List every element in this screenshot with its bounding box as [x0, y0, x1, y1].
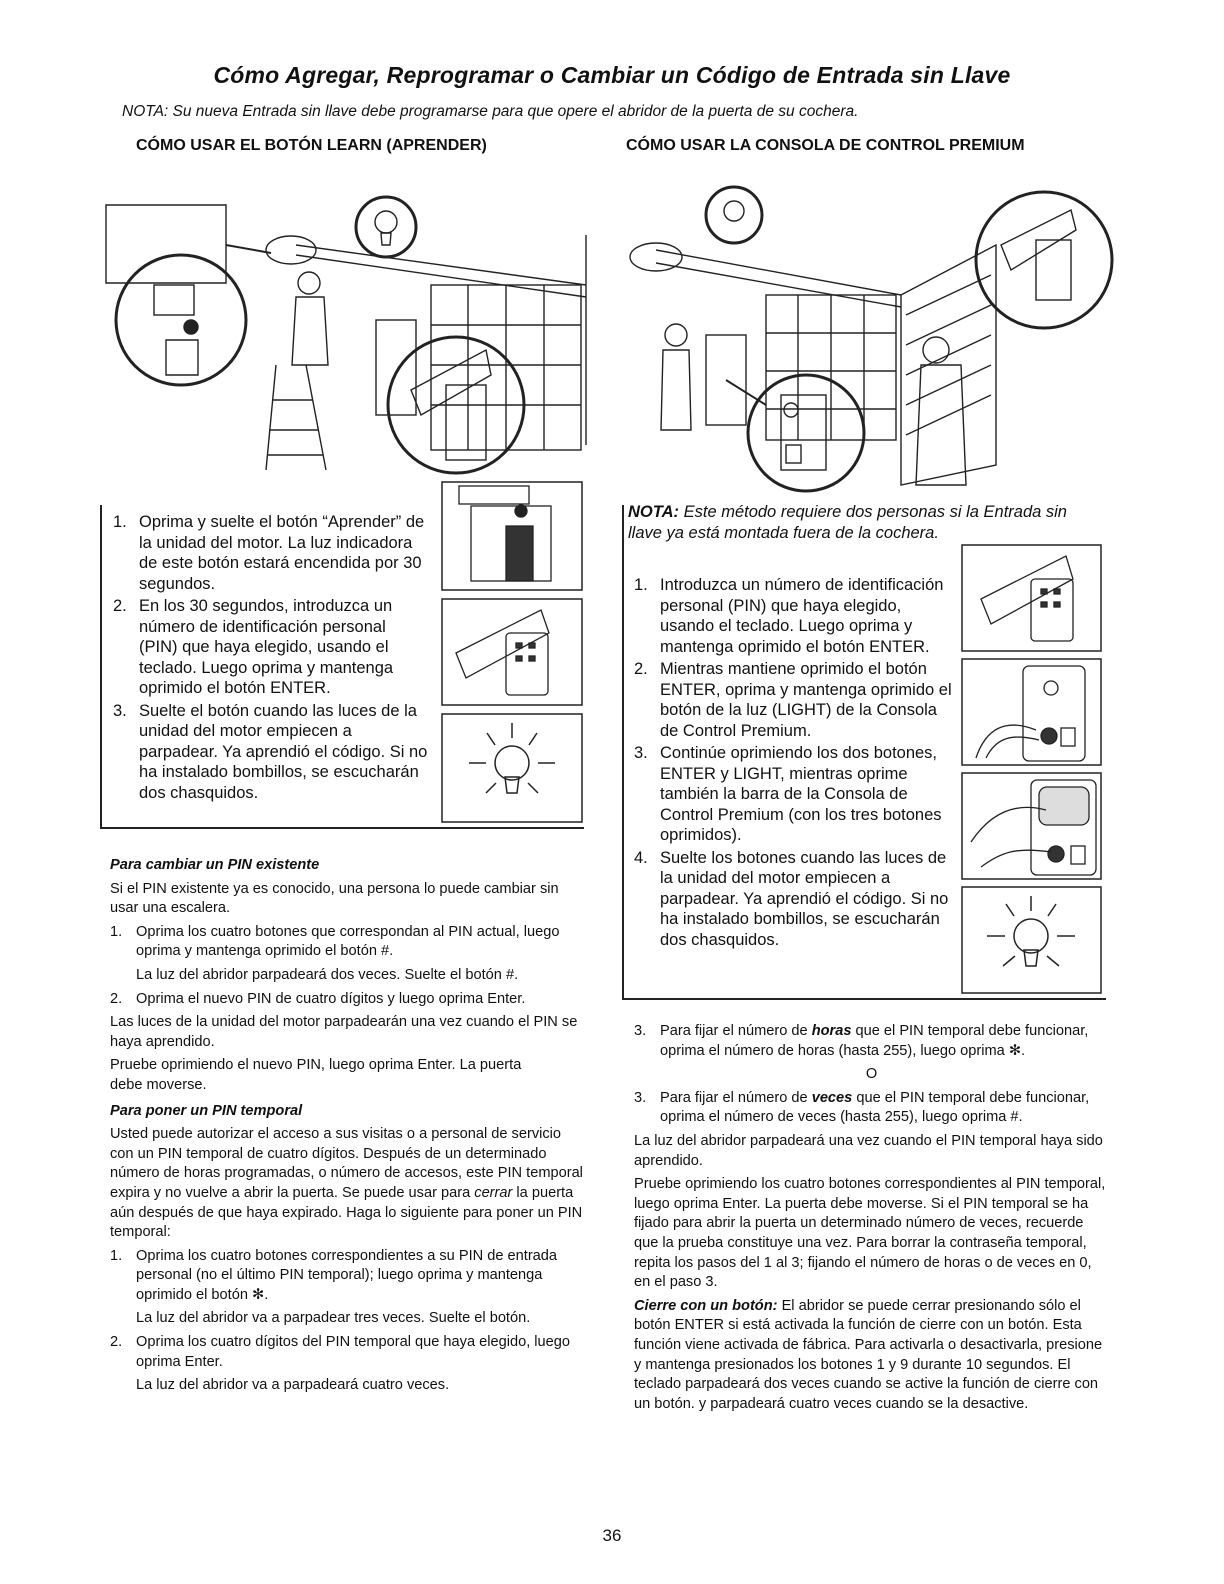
right-lightbulb-thumbnail	[961, 886, 1102, 994]
left-steps-rule	[100, 505, 102, 827]
list-item: 2. Oprima los cuatro dígitos del PIN temporal que haya elegido, luego oprima Enter.	[110, 1334, 571, 1370]
right-note	[628, 502, 1068, 543]
list-item: 3. Para fijar el número de veces que el PIN temporal debe funcionar, oprima el número de veces (hasta 255), luego oprima #.	[634, 1089, 1090, 1126]
list-item: 3. Suelte el botón cuando las luces de la unidad del motor empiecen a parpadear. Ya aprendió el código. Si no ha instalado bombillos, se escucharán dos chasquidos.	[113, 701, 428, 802]
top-note	[122, 103, 858, 121]
temp-pin-steps	[110, 1247, 585, 1306]
change-pin-steps	[110, 923, 585, 962]
right-note-label: NOTA:	[628, 503, 680, 521]
list-item: 1. Oprima y suelte el botón “Aprender” de la unidad del motor. La luz indicadora de este botón estará encendida por 30 segundos.	[113, 513, 425, 593]
temp-pin-heading: Para poner un PIN temporal	[110, 1102, 303, 1119]
list-item: 2. En los 30 segundos, introduzca un número de identificación personal (PIN) que haya elegido, usando el teclado. Luego oprima y mantenga oprimido el botón ENTER.	[113, 597, 394, 697]
list-item: 2. Mientras mantiene oprimido el botón ENTER, oprima y mantenga oprimido el botón de la luz (LIGHT) de la Consola de Control Premium.	[634, 660, 952, 740]
top-note-text: Su nueva Entrada sin llave debe programarse para que opere el abridor de la puerta de su cochera.	[168, 103, 859, 120]
list-item: 1. Oprima los cuatro botones que correspondan al PIN actual, luego oprima y mantenga oprimido el botón #.	[110, 923, 560, 960]
left-heading: CÓMO USAR EL BOTÓN LEARN (APRENDER)	[136, 137, 487, 154]
temp-pin-step1-note: La luz del abridor va a parpadear tres veces. Suelte el botón.	[136, 1310, 531, 1327]
list-item: 1. Introduzca un número de identificación personal (PIN) que haya elegido, usando el teclado. Luego oprima y mantenga oprimido el botón ENTER.	[634, 576, 944, 656]
hours-step	[634, 1022, 1109, 1061]
page-title: Cómo Agregar, Reprogramar o Cambiar un Código de Entrada sin Llave	[213, 62, 1011, 88]
temp-pin-intro: Usted puede autorizar el acceso a sus visitas o a personal de servicio con un PIN temporal de cuatro dígitos. Después de un determinado número de horas programadas, o número de accesos, este PIN temporal expira y no vuelve a abrir la puerta. Se puede usar para cerrar la puerta aún después de que haya expirado. Haga lo siguiente para poner un PIN temporal:	[110, 1126, 583, 1241]
right-heading: CÓMO USAR LA CONSOLA DE CONTROL PREMIUM	[626, 137, 1025, 154]
list-item: 1. Oprima los cuatro botones correspondientes a su PIN de entrada personal (no el último PIN temporal); luego oprima y mantenga oprimido el botón ✻.	[110, 1247, 558, 1303]
right-note-text: Este método requiere dos personas si la Entrada sin llave ya está montada fuera de la cochera.	[628, 503, 1067, 542]
change-pin-step1-note: La luz del abridor parpadeará dos veces. Suelte el botón #.	[136, 966, 519, 983]
left-steps-bottom-rule	[100, 827, 584, 829]
keypad-thumbnail	[441, 598, 583, 706]
one-button-close: Cierre con un botón: El abridor se puede cerrar presionando sólo el botón ENTER si está activada la función de cierre con un botón. Esta función viene activada de fábrica. Para activarla o desactivarla, presione y mantenga presionados los botones 1 y 9 durante 10 segundos. El teclado parpadeará dos veces cuando se active la función de cierre con un botón. y parpadeará cuatro veces cuando se la desactive.	[634, 1297, 1103, 1412]
temp-pin-test-note: Pruebe oprimiendo los cuatro botones correspondientes al PIN temporal, luego oprima Enter. La puerta debe moverse. Si el PIN temporal se ha fijado para abrir la puerta un determinado número de veces, recuerde que la prueba constituye una vez. Para borrar la contraseña temporal, repita los pasos del 1 al 3; fijando el número de horas o de veces en 0, en el paso 3.	[634, 1176, 1106, 1291]
change-pin-steps-2	[110, 990, 585, 1010]
change-pin-after1: Las luces de la unidad del motor parpadearán una vez cuando el PIN se haya aprendido.	[110, 1014, 578, 1050]
page-number: 36	[602, 1526, 622, 1545]
garage-learn-button-illustration	[96, 175, 596, 485]
list-item: 2. Oprima el nuevo PIN de cuatro dígitos y luego oprima Enter.	[110, 990, 526, 1007]
temp-pin-learned-note: La luz del abridor parpadeará una vez cuando el PIN temporal haya sido aprendido.	[634, 1132, 1103, 1169]
times-step	[634, 1089, 1109, 1128]
list-item: 3. Para fijar el número de horas que el PIN temporal debe funcionar, oprima el número de horas (hasta 255), luego oprima ✻.	[634, 1023, 1089, 1059]
temp-pin-continued	[634, 1022, 1109, 1414]
list-item: 3. Continúe oprimiendo los dos botones, ENTER y LIGHT, mientras oprime también la barra de la Consola de Control Premium (con los tres botones oprimidos).	[634, 744, 942, 844]
console-light-thumbnail	[961, 658, 1102, 766]
garage-premium-console-illustration	[616, 185, 1121, 500]
one-button-close-label: Cierre con un botón:	[634, 1297, 778, 1314]
change-pin-heading: Para cambiar un PIN existente	[110, 857, 320, 873]
temp-pin-step2-note: La luz del abridor va a parpadeará cuatro veces.	[136, 1377, 450, 1394]
temp-pin-steps-2	[110, 1333, 585, 1372]
list-item: 4. Suelte los botones cuando las luces de la unidad del motor empiecen a parpadear. Ya aprendió el código. Si no ha instalado bombillos, se escucharán dos chasquidos.	[634, 848, 949, 949]
change-pin-intro: Si el PIN existente ya es conocido, una persona lo puede cambiar sin usar una escalera.	[110, 880, 559, 917]
right-steps-bottom-rule	[622, 998, 1106, 1000]
change-pin-after2: Pruebe oprimiendo el nuevo PIN, luego oprima Enter. La puerta debe moverse.	[110, 1057, 522, 1093]
right-step-list	[634, 575, 952, 952]
lightbulb-thumbnail	[441, 713, 583, 823]
change-pin-section	[110, 856, 585, 1396]
or-separator: O	[865, 1066, 878, 1083]
learn-button-thumbnail	[441, 481, 583, 591]
top-note-label: NOTA:	[122, 103, 169, 120]
right-steps-rule	[622, 505, 624, 999]
right-keypad-thumbnail	[961, 544, 1102, 652]
console-bar-thumbnail	[961, 772, 1102, 880]
left-step-list	[113, 512, 428, 805]
